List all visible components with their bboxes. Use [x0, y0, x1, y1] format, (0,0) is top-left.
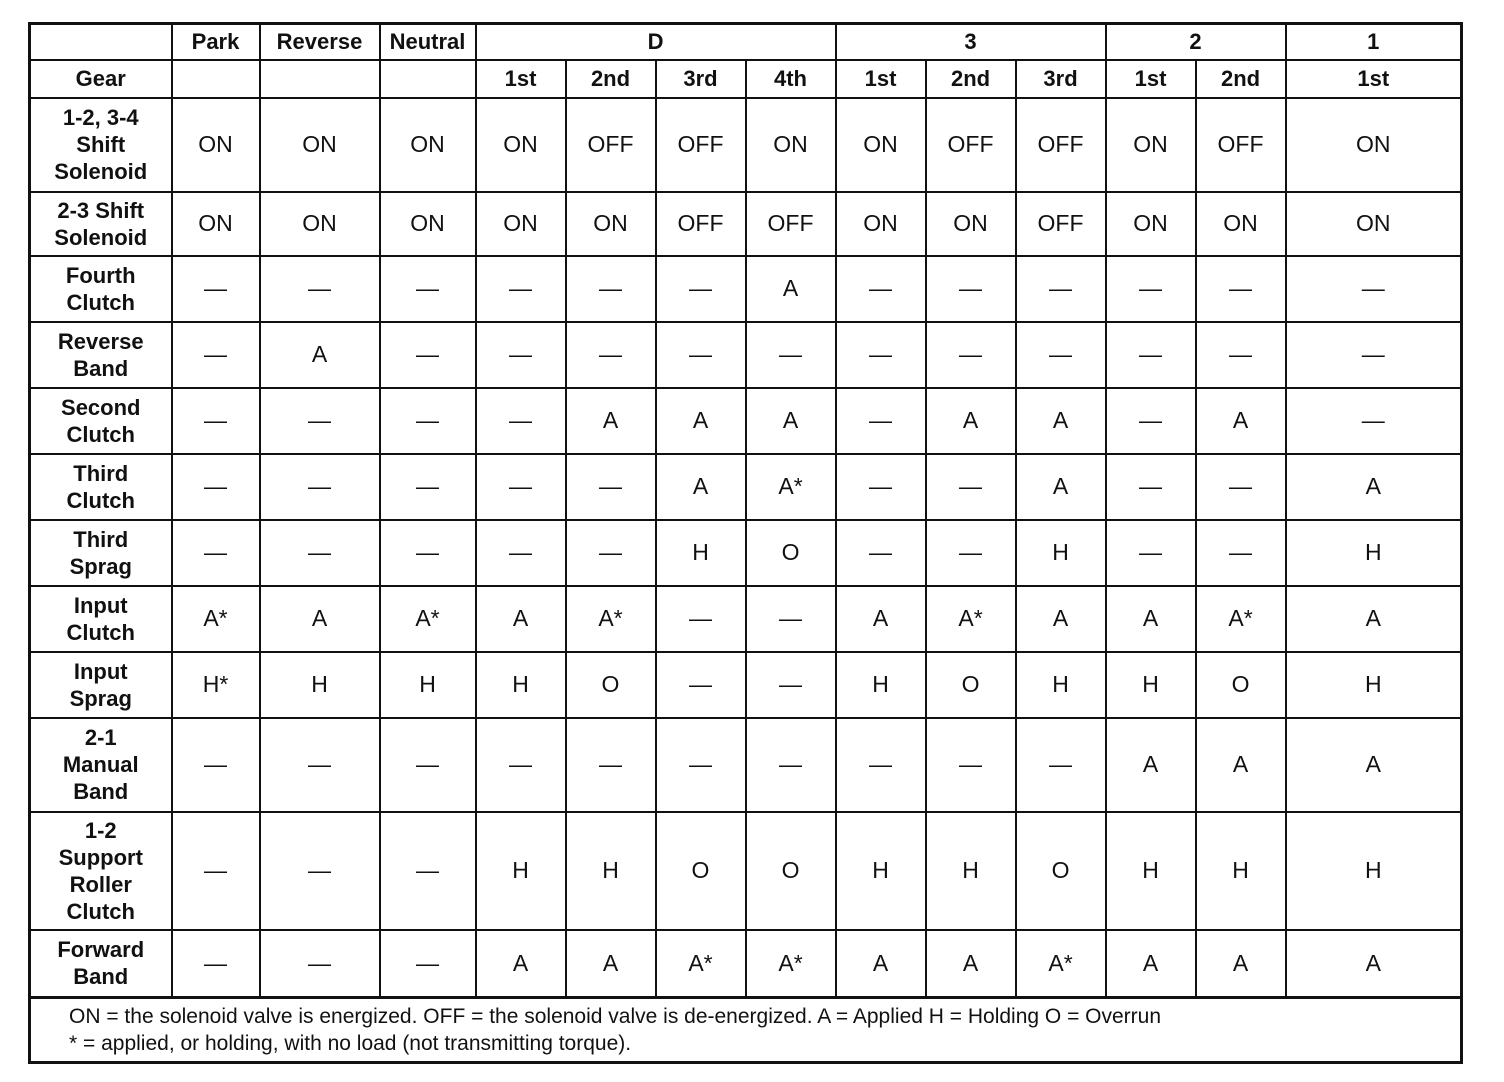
component-label [30, 192, 172, 256]
status-cell: — [746, 322, 836, 388]
status-cell: A [836, 586, 926, 652]
status-cell: — [836, 322, 926, 388]
component-label [30, 388, 172, 454]
component-label-line: Manual [62, 752, 139, 777]
status-cell: A [260, 586, 380, 652]
gear-header-label: Gear [30, 60, 172, 98]
component-label-line: 2-3 Shift [57, 197, 145, 223]
status-cell: A [1106, 586, 1196, 652]
status-cell: H [476, 652, 566, 718]
status-cell: ON [172, 98, 260, 192]
status-cell: — [926, 520, 1016, 586]
status-cell: O [1196, 652, 1286, 718]
status-cell: OFF [1196, 98, 1286, 192]
component-label [30, 322, 172, 388]
status-cell: O [746, 812, 836, 930]
status-cell: ON [1106, 192, 1196, 256]
status-cell: — [656, 256, 746, 322]
status-cell: A* [1196, 586, 1286, 652]
component-label-line: Solenoid [54, 224, 148, 250]
gear-header-cell: 1st [1106, 60, 1196, 98]
status-cell: A [1196, 388, 1286, 454]
range-header-neutral: Neutral [380, 24, 476, 60]
status-cell: A [1196, 718, 1286, 812]
status-cell: — [260, 454, 380, 520]
status-cell: — [926, 256, 1016, 322]
component-label-line: Support [58, 844, 143, 870]
gear-header-row [30, 60, 1462, 98]
component-label-line: Clutch [66, 898, 135, 924]
component-label-line: Sprag [69, 685, 132, 711]
clutch-application-chart [28, 22, 1463, 1064]
legend-row [30, 998, 1462, 1063]
range-header-1: 1 [1286, 24, 1462, 60]
component-label-line: Fourth [65, 262, 136, 288]
status-cell: — [1106, 388, 1196, 454]
component-label-line: Band [73, 355, 129, 381]
status-cell: H [1286, 812, 1462, 930]
status-cell: — [260, 718, 380, 812]
status-cell: A* [656, 930, 746, 998]
status-cell: A [746, 388, 836, 454]
range-header-reverse: Reverse [260, 24, 380, 60]
status-cell: — [566, 322, 656, 388]
status-cell: — [656, 718, 746, 812]
status-cell: — [746, 586, 836, 652]
status-cell: OFF [926, 98, 1016, 192]
component-row [30, 520, 1462, 586]
status-cell: — [566, 454, 656, 520]
status-cell: — [836, 718, 926, 812]
status-cell: A [260, 322, 380, 388]
legend-line-1: ON = the solenoid valve is energized. OFF = the solenoid valve is de-energized. A = Applied H = Holding O = Overrun [69, 1005, 1162, 1028]
status-cell: O [746, 520, 836, 586]
status-cell: — [476, 388, 566, 454]
component-label-line: Third [73, 460, 129, 486]
status-cell: H [380, 652, 476, 718]
status-cell: A* [1016, 930, 1106, 998]
status-cell: A* [172, 586, 260, 652]
component-label-line: 1-2, 3-4 [62, 105, 139, 130]
component-label-line: Input [73, 658, 128, 684]
status-cell: — [926, 718, 1016, 812]
legend-cell [30, 998, 1462, 1063]
status-cell: — [656, 652, 746, 718]
gear-header-cell: 1st [476, 60, 566, 98]
status-cell: ON [260, 98, 380, 192]
status-cell: ON [260, 192, 380, 256]
status-cell: OFF [1016, 192, 1106, 256]
component-label-line: Solenoid [54, 159, 148, 184]
status-cell: — [380, 256, 476, 322]
status-cell: H* [172, 652, 260, 718]
status-cell: A [1196, 930, 1286, 998]
status-cell: OFF [656, 192, 746, 256]
status-cell: — [836, 388, 926, 454]
status-cell: O [1016, 812, 1106, 930]
status-cell: — [172, 388, 260, 454]
status-cell: O [926, 652, 1016, 718]
status-cell: ON [1106, 98, 1196, 192]
component-row [30, 256, 1462, 322]
component-label-line: Band [73, 779, 129, 804]
gear-header-cell: 1st [1286, 60, 1462, 98]
status-cell: A [476, 586, 566, 652]
status-cell: — [380, 322, 476, 388]
status-cell: A [746, 256, 836, 322]
status-cell: — [1106, 454, 1196, 520]
status-cell: A [566, 930, 656, 998]
status-cell: A [1016, 388, 1106, 454]
status-cell: A [566, 388, 656, 454]
component-label-line: Input [73, 592, 128, 618]
status-cell: — [476, 322, 566, 388]
status-cell: — [1286, 322, 1462, 388]
status-cell: ON [1286, 192, 1462, 256]
gear-header-cell [172, 60, 260, 98]
status-cell: — [836, 454, 926, 520]
status-cell: — [380, 718, 476, 812]
status-cell: — [746, 718, 836, 812]
status-cell: — [1016, 256, 1106, 322]
status-cell: — [172, 812, 260, 930]
component-row [30, 930, 1462, 998]
status-cell: A [926, 930, 1016, 998]
status-cell: H [1016, 520, 1106, 586]
status-cell: — [746, 652, 836, 718]
status-cell: H [656, 520, 746, 586]
status-cell: OFF [656, 98, 746, 192]
status-cell: — [476, 718, 566, 812]
component-label [30, 812, 172, 930]
gear-header-cell: 1st [836, 60, 926, 98]
component-row [30, 454, 1462, 520]
status-cell: — [172, 322, 260, 388]
status-cell: — [172, 256, 260, 322]
component-label-line: Roller [69, 871, 132, 897]
status-cell: — [380, 930, 476, 998]
status-cell: A [1106, 718, 1196, 812]
component-label [30, 454, 172, 520]
gear-header-cell: 3rd [1016, 60, 1106, 98]
status-cell: — [476, 256, 566, 322]
component-label-line: Clutch [66, 289, 135, 315]
status-cell: — [260, 812, 380, 930]
status-cell: — [1196, 454, 1286, 520]
corner-header-cell [30, 24, 172, 60]
status-cell: A [1106, 930, 1196, 998]
status-cell: — [1106, 256, 1196, 322]
status-cell: — [836, 520, 926, 586]
status-cell: OFF [566, 98, 656, 192]
status-cell: H [836, 652, 926, 718]
component-label [30, 652, 172, 718]
status-cell: — [172, 520, 260, 586]
status-cell: ON [380, 192, 476, 256]
status-cell: — [1016, 322, 1106, 388]
status-cell: ON [566, 192, 656, 256]
component-label-line: Band [73, 964, 129, 990]
status-cell: H [1016, 652, 1106, 718]
chart-body [30, 24, 1462, 998]
gear-header-cell: 2nd [1196, 60, 1286, 98]
status-cell: ON [380, 98, 476, 192]
range-header-3: 3 [836, 24, 1106, 60]
component-label-line: Forward [57, 937, 145, 963]
status-cell: — [380, 454, 476, 520]
component-label-line: Third [73, 526, 129, 552]
status-cell: A* [746, 454, 836, 520]
status-cell: — [1286, 256, 1462, 322]
status-cell: A [1286, 586, 1462, 652]
status-cell: ON [172, 192, 260, 256]
status-cell: — [566, 256, 656, 322]
status-cell: A [476, 930, 566, 998]
status-cell: O [656, 812, 746, 930]
component-label [30, 98, 172, 192]
status-cell: — [172, 454, 260, 520]
status-cell: A [926, 388, 1016, 454]
status-cell: H [1106, 652, 1196, 718]
status-cell: — [1106, 520, 1196, 586]
status-cell: — [260, 388, 380, 454]
status-cell: A [656, 388, 746, 454]
component-label-line: Shift [76, 132, 126, 157]
status-cell: — [1196, 322, 1286, 388]
range-header-row [30, 24, 1462, 60]
status-cell: ON [926, 192, 1016, 256]
legend-line-2: * = applied, or holding, with no load (not transmitting torque). [69, 1032, 632, 1055]
status-cell: A [656, 454, 746, 520]
status-cell: — [1106, 322, 1196, 388]
component-row [30, 652, 1462, 718]
status-cell: — [172, 930, 260, 998]
gear-header-cell [380, 60, 476, 98]
status-cell: H [1196, 812, 1286, 930]
gear-header-cell [260, 60, 380, 98]
status-cell: ON [476, 98, 566, 192]
component-label-line: Sprag [69, 553, 132, 579]
component-label [30, 586, 172, 652]
status-cell: H [260, 652, 380, 718]
status-cell: A* [566, 586, 656, 652]
status-cell: ON [1196, 192, 1286, 256]
status-cell: ON [476, 192, 566, 256]
status-cell: — [260, 930, 380, 998]
status-cell: — [1016, 718, 1106, 812]
status-cell: — [566, 718, 656, 812]
status-cell: — [836, 256, 926, 322]
status-cell: — [476, 454, 566, 520]
status-cell: H [1286, 520, 1462, 586]
status-cell: — [380, 812, 476, 930]
status-cell: A [836, 930, 926, 998]
status-cell: A* [746, 930, 836, 998]
status-cell: — [566, 520, 656, 586]
gear-header-cell: 4th [746, 60, 836, 98]
status-cell: H [476, 812, 566, 930]
status-cell: — [656, 586, 746, 652]
status-cell: A* [926, 586, 1016, 652]
component-label [30, 930, 172, 998]
component-row [30, 322, 1462, 388]
status-cell: A [1286, 930, 1462, 998]
component-label-line: Reverse [57, 328, 144, 354]
status-cell: — [926, 322, 1016, 388]
gear-header-cell: 2nd [926, 60, 1016, 98]
status-cell: — [1196, 256, 1286, 322]
status-cell: H [566, 812, 656, 930]
status-cell: A [1016, 454, 1106, 520]
component-label-line: 2-1 [84, 725, 117, 750]
component-row [30, 98, 1462, 192]
component-label-line: Clutch [66, 619, 135, 645]
status-cell: A* [380, 586, 476, 652]
status-cell: A [1016, 586, 1106, 652]
status-cell: H [836, 812, 926, 930]
status-cell: — [380, 520, 476, 586]
status-cell: — [1196, 520, 1286, 586]
component-label [30, 256, 172, 322]
status-cell: — [656, 322, 746, 388]
status-cell: — [260, 256, 380, 322]
component-label [30, 520, 172, 586]
status-cell: H [1106, 812, 1196, 930]
gear-header-cell: 2nd [566, 60, 656, 98]
status-cell: A [1286, 454, 1462, 520]
range-header-park: Park [172, 24, 260, 60]
status-cell: — [926, 454, 1016, 520]
component-label [30, 718, 172, 812]
range-header-2: 2 [1106, 24, 1286, 60]
component-row [30, 718, 1462, 812]
status-cell: H [926, 812, 1016, 930]
component-label-line: Second [61, 394, 141, 420]
component-label-line: Clutch [66, 421, 135, 447]
status-cell: O [566, 652, 656, 718]
status-cell: OFF [746, 192, 836, 256]
gear-header-cell: 3rd [656, 60, 746, 98]
status-cell: ON [836, 192, 926, 256]
component-row [30, 388, 1462, 454]
status-cell: — [172, 718, 260, 812]
range-header-d: D [476, 24, 836, 60]
component-row [30, 192, 1462, 256]
status-cell: OFF [1016, 98, 1106, 192]
status-cell: — [260, 520, 380, 586]
status-cell: A [1286, 718, 1462, 812]
status-cell: ON [746, 98, 836, 192]
component-row [30, 812, 1462, 930]
component-label-line: 1-2 [84, 817, 117, 843]
status-cell: — [380, 388, 476, 454]
component-label-line: Clutch [66, 487, 135, 513]
status-cell: ON [836, 98, 926, 192]
status-cell: — [1286, 388, 1462, 454]
status-cell: H [1286, 652, 1462, 718]
component-row [30, 586, 1462, 652]
status-cell: — [476, 520, 566, 586]
status-cell: ON [1286, 98, 1462, 192]
